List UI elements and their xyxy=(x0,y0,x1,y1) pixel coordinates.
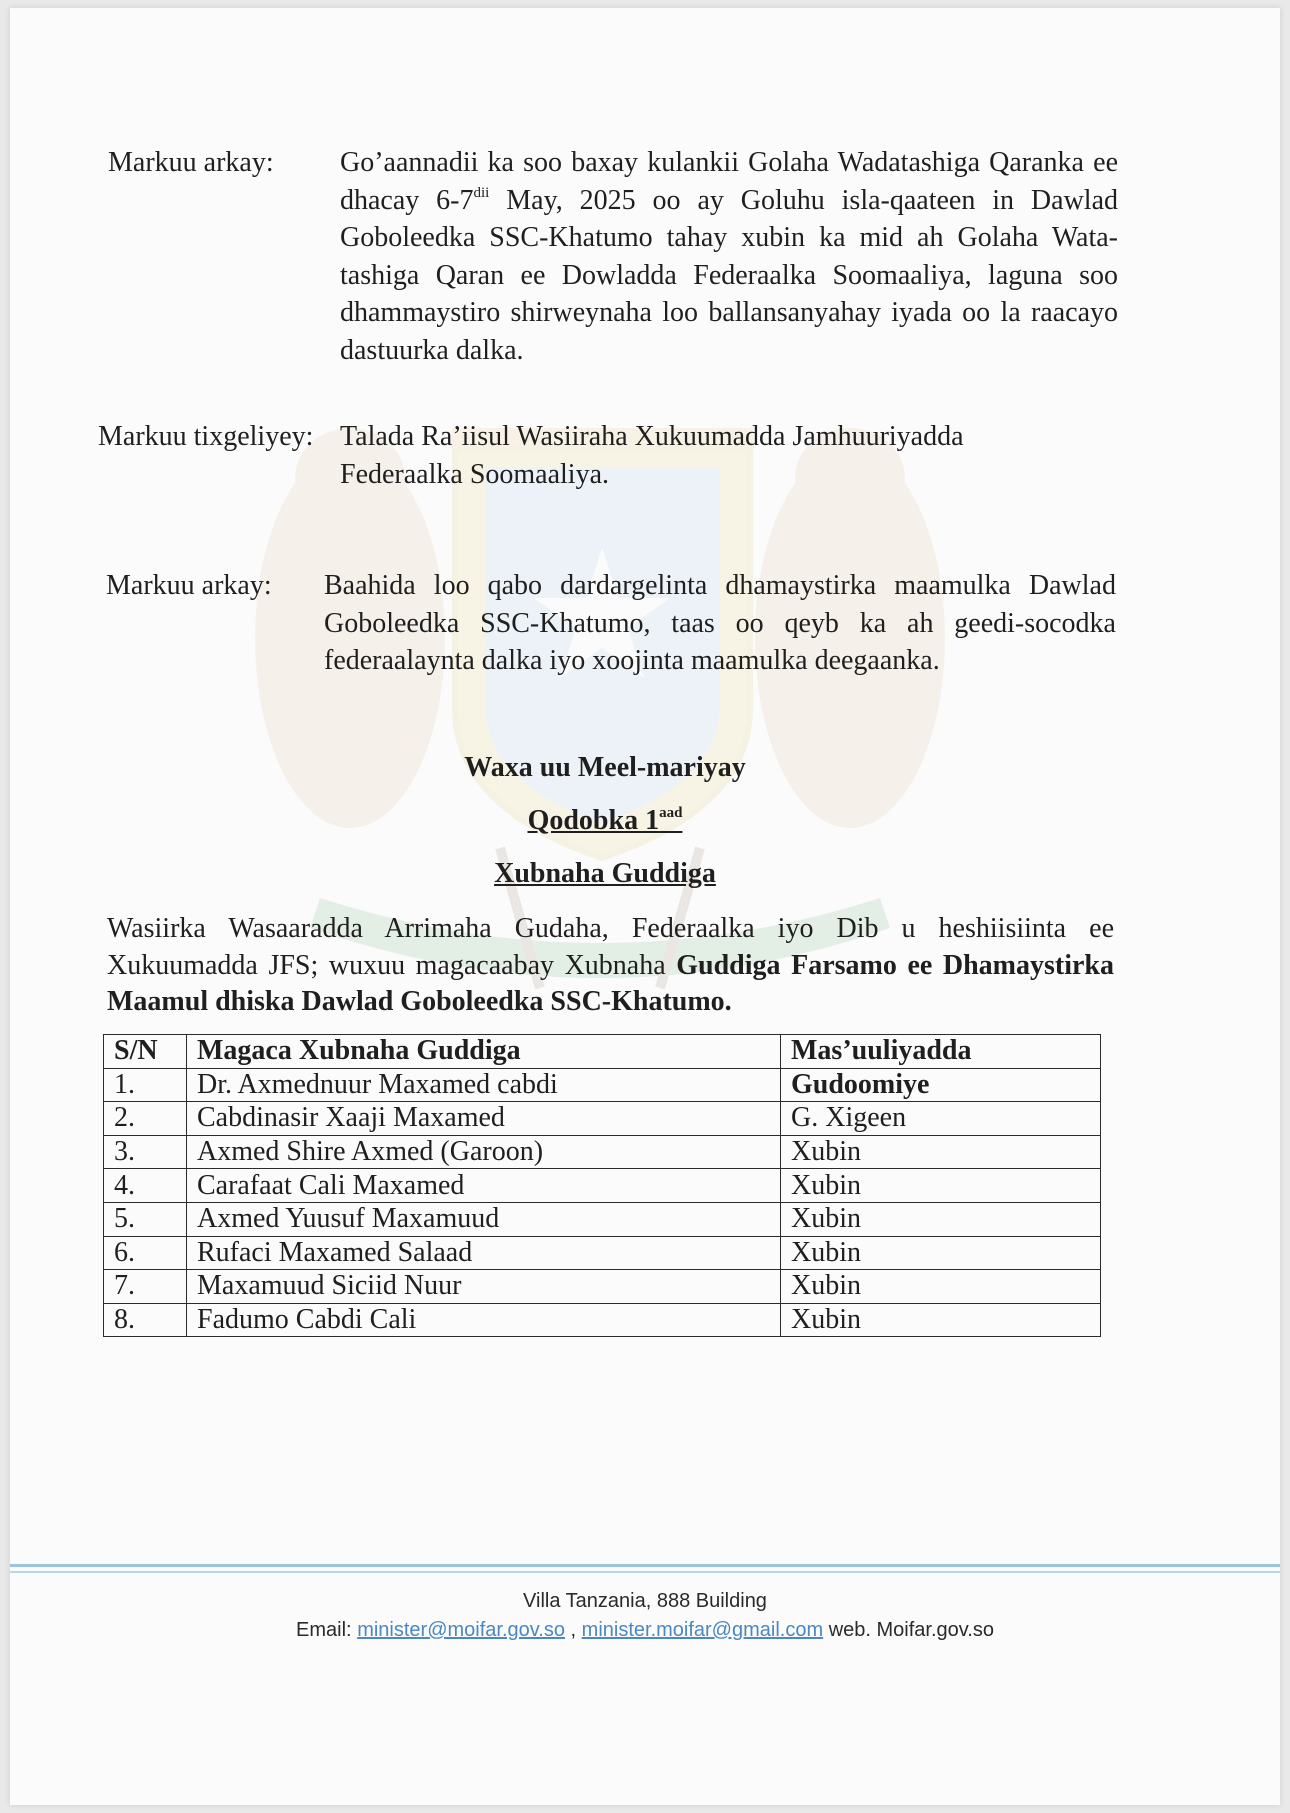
table-header-row xyxy=(104,1035,1101,1069)
cell-sn: 6. xyxy=(104,1236,187,1270)
table-row xyxy=(104,1068,1101,1102)
separator: , xyxy=(570,1619,577,1641)
clause-text: Go’aannadii ka soo baxay kulankii Golaha Wadatashiga Qaranka ee dhacay 6-7 xyxy=(340,147,1118,216)
footer-address: Villa Tanzania, 888 Building xyxy=(523,1590,767,1612)
cell-name: Maxamuud Siciid Nuur xyxy=(187,1270,781,1304)
committee-heading-text: Xubnaha Guddiga xyxy=(494,858,716,889)
cell-name: Dr. Axmednuur Maxamed cabdi xyxy=(187,1068,781,1102)
paragraph-text: Wasiirka Wasaaradda Arrimaha Gudaha, Federaalka iyo Dib u heshiisiinta ee Xukuumadda JFS; wuxuu magacaabay Xubnaha xyxy=(107,913,1114,981)
article-heading xyxy=(10,803,1240,839)
website-text: web. Moifar.gov.so xyxy=(828,1619,994,1641)
clause-2 xyxy=(98,418,1118,498)
cell-sn: 8. xyxy=(104,1303,187,1337)
paragraph-bold-text: Guddiga Farsamo ee Dhamaystirka Maamul dhiska Dawlad Goboleedka SSC-Khatumo. xyxy=(107,949,1115,1017)
footer-rule xyxy=(10,1571,1280,1573)
document-page xyxy=(10,8,1280,1805)
cell-role: Xubin xyxy=(781,1202,1101,1236)
cell-role: Xubin xyxy=(781,1135,1101,1169)
cell-role: G. Xigeen xyxy=(781,1102,1101,1136)
table-row xyxy=(104,1135,1101,1169)
email-link-2[interactable]: minister.moifar@gmail.com xyxy=(581,1619,824,1641)
clause-label: Markuu arkay: xyxy=(108,147,274,178)
clause-3 xyxy=(106,567,1126,687)
article-text: Qodobka 1 xyxy=(527,805,660,836)
cell-name: Axmed Shire Axmed (Garoon) xyxy=(187,1135,781,1169)
clause-body: Talada Ra’iisul Wasiiraha Xukuumadda Jamhuuriyadda Federaalka Soomaaliya. xyxy=(340,421,964,490)
clause-1 xyxy=(108,144,1128,374)
header-name: Magaca Xubnaha Guddiga xyxy=(187,1035,781,1069)
table-row xyxy=(104,1270,1101,1304)
cell-name: Carafaat Cali Maxamed xyxy=(187,1169,781,1203)
article-superscript: aad xyxy=(659,805,683,821)
table-row xyxy=(104,1202,1101,1236)
cell-role: Xubin xyxy=(781,1236,1101,1270)
cell-sn: 3. xyxy=(104,1135,187,1169)
table-row xyxy=(104,1303,1101,1337)
header-role: Mas’uuliyadda xyxy=(781,1035,1101,1069)
table-row xyxy=(104,1169,1101,1203)
header-sn: S/N xyxy=(104,1035,187,1069)
cell-role: Xubin xyxy=(781,1270,1101,1304)
table-row xyxy=(104,1236,1101,1270)
appointment-paragraph xyxy=(107,911,1114,1021)
clause-superscript: dii xyxy=(473,184,490,201)
clause-body: Baahida loo qabo dardargelinta dhamaystirka maamulka Dawlad Goboleedka SSC-Khatumo, taas oo qeyb ka ah geedi-socodka federaalaynta dalka iyo xoojinta maamulka deegaanka. xyxy=(324,570,1116,677)
cell-role: Gudoomiye xyxy=(781,1068,1101,1102)
clause-label: Markuu tixgeliyey: xyxy=(98,421,314,452)
cell-sn: 2. xyxy=(104,1102,187,1136)
cell-name: Axmed Yuusuf Maxamuud xyxy=(187,1202,781,1236)
clause-text: May, 2025 oo ay Goluhu isla-qaateen in Dawlad Goboleedka SSC-Khatumo tahay xubin ka mid ah Golaha Wata-tashiga Qaran ee Dowladda Federaalka Soomaaliya, laguna soo dhammaystiro shirweynaha loo ballansanyahay iyada oo la raacayo dastuurka dalka. xyxy=(340,184,1118,366)
committee-heading xyxy=(10,856,1240,892)
footer-contact xyxy=(10,1619,1280,1642)
clause-label: Markuu arkay: xyxy=(106,570,272,601)
cell-sn: 4. xyxy=(104,1169,187,1203)
decision-heading: Waxa uu Meel-mariyay xyxy=(464,752,746,783)
email-link-1[interactable]: minister@moifar.gov.so xyxy=(357,1619,565,1641)
committee-members-table xyxy=(103,1034,1101,1337)
table-row xyxy=(104,1102,1101,1136)
cell-name: Fadumo Cabdi Cali xyxy=(187,1303,781,1337)
cell-sn: 7. xyxy=(104,1270,187,1304)
cell-role: Xubin xyxy=(781,1303,1101,1337)
cell-sn: 1. xyxy=(104,1068,187,1102)
email-label: Email: xyxy=(296,1619,352,1641)
cell-name: Cabdinasir Xaaji Maxamed xyxy=(187,1102,781,1136)
clause-body xyxy=(340,144,1118,370)
cell-name: Rufaci Maxamed Salaad xyxy=(187,1236,781,1270)
footer-rule xyxy=(10,1564,1280,1567)
cell-role: Xubin xyxy=(781,1169,1101,1203)
cell-sn: 5. xyxy=(104,1202,187,1236)
